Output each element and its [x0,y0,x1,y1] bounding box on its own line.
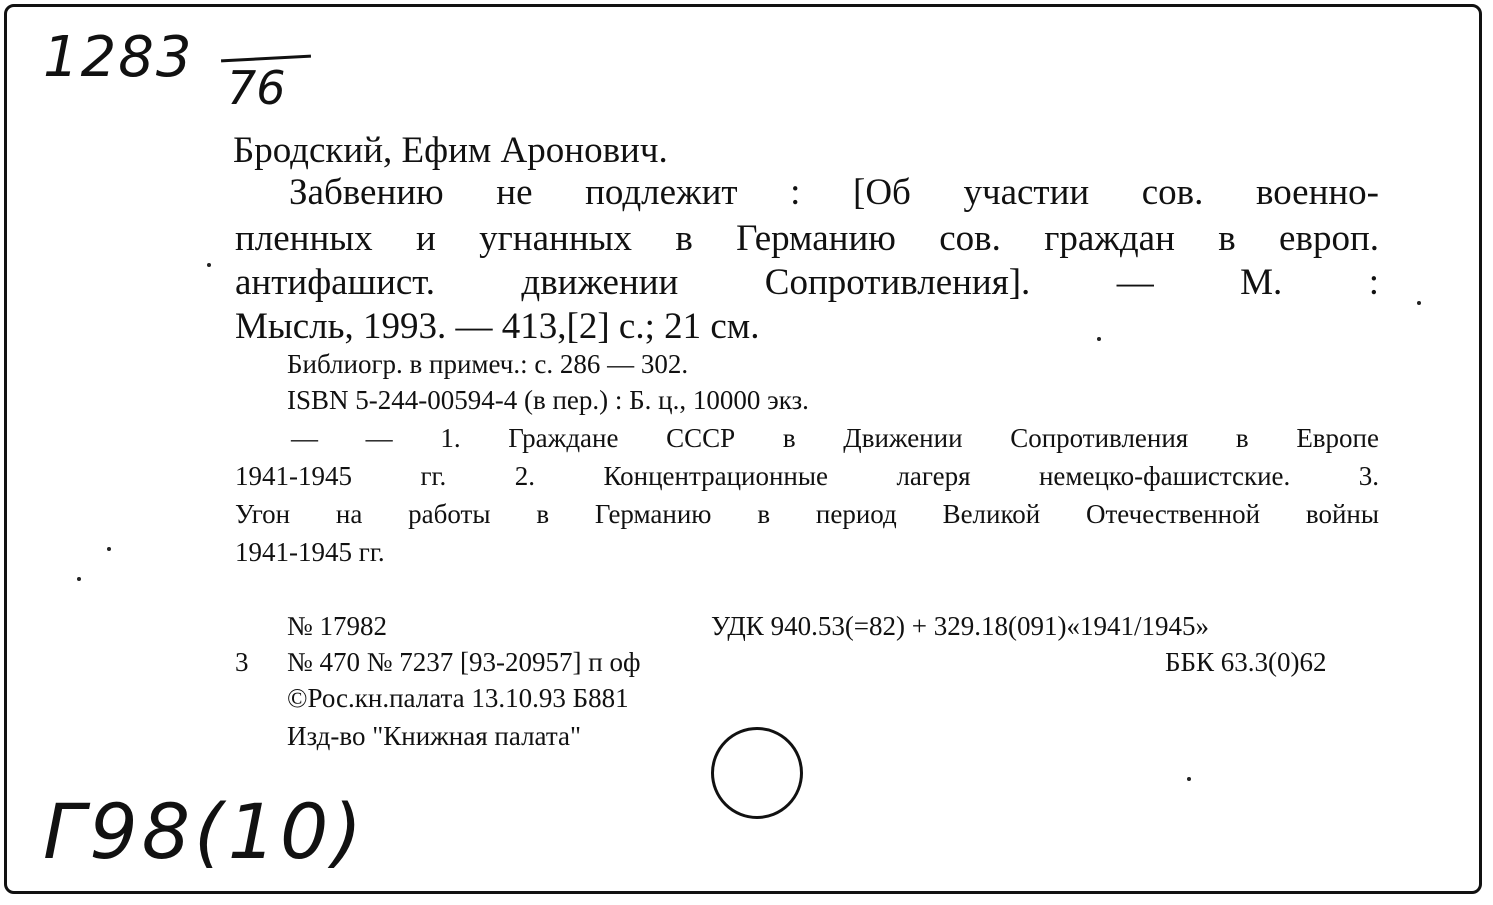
copyright-line: ©Рос.кн.палата 13.10.93 Б881 [287,683,629,713]
scan-speck [1417,301,1421,305]
author-heading: Бродский, Ефим Аронович. [233,130,668,171]
isbn-note: ISBN 5-244-00594-4 (в пер.) : Б. ц., 10000 экз. [287,385,809,415]
subject-line-2: 1941-1945 гг. 2. Концентрационные лагеря немецко-фашистские. 3. [235,461,1379,491]
scan-speck [1187,777,1191,781]
scan-speck [107,547,111,551]
subject-line-3: Угон на работы в Германию в период Великой Отечественной войны [235,499,1379,529]
bbk-code: ББК 63.3(0)62 [1165,647,1327,677]
record-number: № 17982 [287,611,388,641]
udk-code: УДК 940.53(=82) + 329.18(091)«1941/1945» [711,611,1209,641]
subject-line-4: 1941-1945 гг. [235,537,385,567]
scan-speck [1097,337,1101,341]
handwritten-fraction: 76 [227,61,286,115]
handwritten-bottom-note: Г98(10) [43,787,367,876]
footer-prefix: 3 [235,647,249,677]
scan-speck [207,263,211,267]
title-line-4: Мысль, 1993. — 413,[2] с.; 21 см. [235,306,760,347]
title-line-3: антифашист. движении Сопротивления]. — М. : [235,262,1379,303]
batch-info: № 470 № 7237 [93-20957] п оф [287,647,641,677]
catalog-card [4,4,1482,894]
title-line-1: Забвению не подлежит : [Об участии сов. военно- [289,172,1379,213]
title-line-2: пленных и угнанных в Германию сов. граждан в европ. [235,218,1379,259]
scan-speck [77,577,81,581]
bibliography-note: Библиогр. в примеч.: с. 286 — 302. [287,349,689,379]
subject-line-1: — — 1. Граждане СССР в Движении Сопротивления в Европе [291,423,1379,453]
punch-hole-circle [711,727,803,819]
handwritten-call-number: 1283 [43,25,194,90]
publisher-line: Изд-во "Книжная палата" [287,721,581,751]
